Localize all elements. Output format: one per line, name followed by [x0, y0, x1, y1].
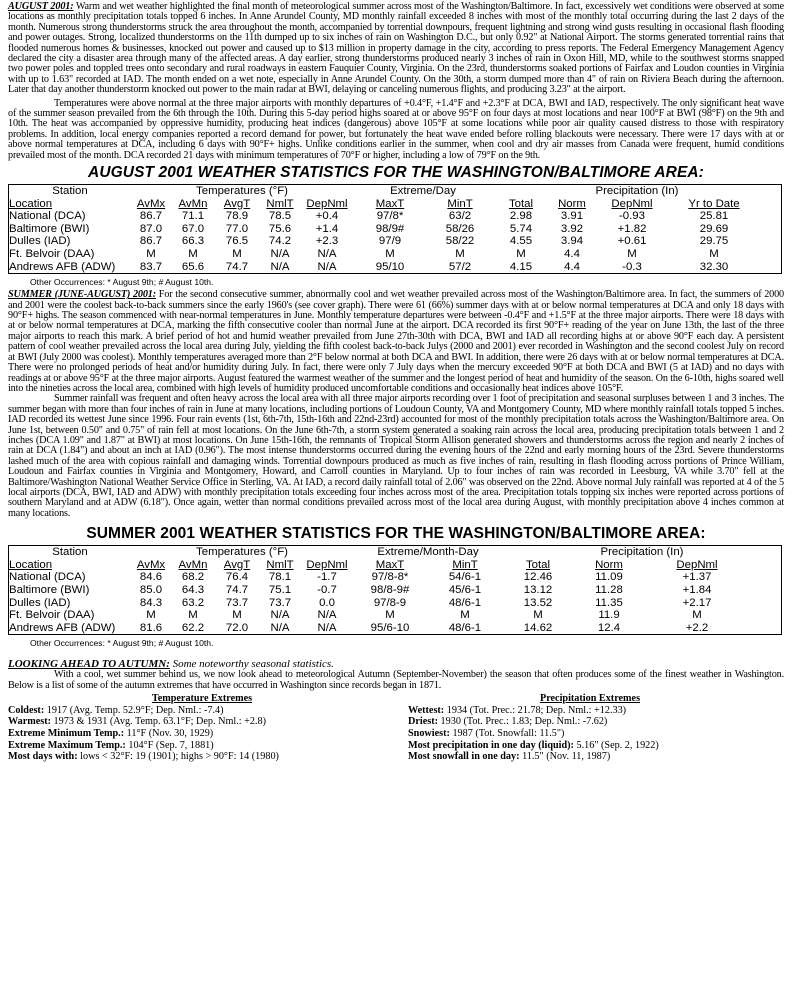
table-cell: 86.7 [139, 235, 163, 248]
table-cell: M [709, 248, 719, 261]
precipitation-extremes [396, 693, 784, 763]
autumn-extremes [8, 693, 784, 763]
table-row [9, 235, 781, 248]
table-cell: 77.0 [225, 222, 249, 235]
table-cell: -0.3 [622, 260, 642, 273]
table-cell: 76.4 [225, 571, 249, 584]
station-header: Station [52, 546, 88, 559]
table-cell: M [533, 609, 543, 622]
column-header: Total [525, 558, 551, 571]
table-cell: 85.0 [139, 583, 163, 596]
table-cell: 81.6 [139, 621, 163, 634]
table-cell: 87.0 [139, 222, 163, 235]
table-cell: M [232, 248, 242, 261]
column-header: Norm [558, 197, 586, 210]
summer-paragraph-2: Summer rainfall was frequent and often heavy across the local area with all three major airports recording over 1 foot of precipitation and seasonal surpluses between 1 and 3 inches. The summer began with more than four inches of rain in June at many locations, including portions of Loudoun County, VA and Montgomery County, MD where monthly rainfall totals topped 5 inches. IAD recorded its wettest June since 1996. Four rain events (1st, 6th-7th, 15th-16th and 22nd-23rd) accounted for most of the monthly precipitation totals across the Washington/Baltimore area. On June 1st, between 0.50" and 0.75" of rain fell at most locations. On the June 6th-7th, a storm system generated a soaking rain across the local area, producing precipitation totals between 1 and 2 inches (DCA 1.09" and 1.87" at BWI) at most locations. On June 15th-16th, the remnants of Tropical Storm Allison generated showers and thunderstorms across the region and nearly 2 inches of rain at DCA (1.84") and about an inch at IAD (0.96"). The most intense thunderstorms occurred during the evening hours of the 22nd and early morning hours of the 23rd. Severe thunderstorms lashed much of the area with copious rainfall and damaging winds. Torrential downpours produced as much as five inches of rain, resulting in flash flooding across portions of Prince William, Loudoun and Fairfax counties in Virginia and Montgomery, Howard, and Carroll counties in Maryland. Up to four inches of rain was recorded in Leesburg, VA while 3.70" fell at the Baltimore/Washington National Weather Service Office in Sterling, VA. At IAD, a record daily rainfall total of 2.06" was observed on the 22nd. Above normal July rainfall was reported at 4 of the 5 local airports (DCA, BWI, IAD and ADW) with monthly precipitation totals exceeding four inches across most of the area. Precipitation totals topping six inches were reported across portions of southern Maryland and at ADW (6.18"). Once again, wetter than normal conditions prevailed across most of the local area during August, with monthly precipitation above 4 inches common at many locations. [8, 393, 784, 519]
column-header: MinT [452, 558, 478, 571]
station-cell: Baltimore (BWI) [9, 583, 90, 596]
station-cell: National (DCA) [9, 571, 86, 584]
table-cell: M [627, 248, 637, 261]
table-cell: 4.15 [509, 260, 533, 273]
precipitation-header: Precipitation (In) [595, 185, 679, 198]
column-header: Location [9, 197, 53, 210]
column-header: NmlT [266, 197, 294, 210]
summer-table-body [9, 571, 781, 634]
extreme-value: 11°F (Nov. 30, 1929) [126, 727, 214, 739]
extreme-line [408, 705, 784, 717]
table-cell: N/A [317, 621, 337, 634]
extreme-label: Most days with: [8, 751, 78, 763]
table-cell: 58/26 [445, 222, 475, 235]
august-table-body [9, 210, 781, 273]
table-cell: 71.1 [181, 210, 205, 223]
table-cell: 54/6-1 [448, 571, 482, 584]
table-cell: 68.2 [181, 571, 205, 584]
extreme-value: 1917 (Avg. Temp. 52.9°F; Dep. Nml.: -7.4) [46, 704, 224, 716]
table-cell: +1.37 [682, 571, 712, 584]
table-cell: 13.52 [523, 596, 553, 609]
table-row [9, 584, 781, 597]
extreme-label: Snowiest: [408, 727, 450, 739]
table-cell: N/A [317, 260, 337, 273]
summer-stats-table [8, 545, 782, 635]
table-cell: M [146, 609, 156, 622]
table-cell: 3.94 [560, 235, 584, 248]
extreme-label: Most snowfall in one day: [408, 751, 520, 763]
table-cell: 78.5 [268, 210, 292, 223]
station-cell: Dulles (IAD) [9, 596, 71, 609]
table-cell: +1.84 [682, 583, 712, 596]
table-cell: 63.2 [181, 596, 205, 609]
table-cell: 3.91 [560, 210, 584, 223]
column-header: Location [9, 558, 53, 571]
table-cell: -1.7 [317, 571, 337, 584]
station-cell: Dulles (IAD) [9, 235, 71, 248]
temperature-extremes-list [8, 705, 396, 763]
table-cell: +0.61 [617, 235, 647, 248]
table-cell: 11.9 [598, 609, 620, 622]
summer-table-title: SUMMER 2001 WEATHER STATISTICS FOR THE WASHINGTON/BALTIMORE AREA: [86, 525, 706, 543]
station-cell: Ft. Belvoir (DAA) [9, 248, 95, 261]
column-header: DepNml [611, 197, 653, 210]
table-row [9, 210, 781, 223]
precipitation-header: Precipitation (In) [600, 546, 684, 559]
column-header: AvgT [223, 558, 251, 571]
summer-paragraph-1 [8, 290, 784, 394]
table-cell: N/A [270, 621, 290, 634]
table-cell: N/A [270, 609, 290, 622]
summer-lead: SUMMER (JUNE-AUGUST) 2001: [8, 289, 156, 301]
table-cell: 95/6-10 [370, 621, 410, 634]
table-cell: M [146, 248, 156, 261]
table-cell: 13.12 [523, 583, 553, 596]
table-cell: 73.7 [268, 596, 292, 609]
extreme-label: Warmest: [8, 716, 51, 728]
extreme-value: 5.16" (Sep. 2, 1922) [576, 739, 659, 751]
table-cell: 84.3 [139, 596, 163, 609]
table-cell: 5.74 [509, 222, 533, 235]
newsletter-page [8, 2, 784, 763]
table-cell: 2.98 [509, 210, 533, 223]
extreme-value: 104°F (Sep. 7, 1881) [128, 739, 214, 751]
table-cell: 64.3 [181, 583, 205, 596]
table-row [9, 571, 781, 584]
temperature-extremes-title: Temperature Extremes [151, 693, 253, 705]
table-cell: 11.28 [595, 583, 623, 596]
august-table-title: AUGUST 2001 WEATHER STATISTICS FOR THE WASHINGTON/BALTIMORE AREA: [88, 164, 704, 182]
precipitation-extremes-title: Precipitation Extremes [539, 693, 641, 705]
extreme-line [408, 728, 784, 740]
extreme-line [408, 751, 784, 763]
table-cell: 97/8-8* [371, 571, 409, 584]
table-cell: 97/9 [378, 235, 402, 248]
table-cell: 98/8-9# [370, 583, 410, 596]
table-cell: +2.3 [315, 235, 339, 248]
temperature-extremes [8, 693, 396, 763]
extreme-value: 1930 (Tot. Prec.: 1.83; Dep. Nml.: -7.62) [440, 716, 608, 728]
table-cell: M [460, 609, 470, 622]
august-column-header-row [9, 198, 781, 211]
station-cell: National (DCA) [9, 210, 86, 223]
extreme-header: Extreme/Month-Day [377, 546, 479, 559]
extreme-header: Extreme/Day [390, 185, 456, 198]
extreme-line [408, 716, 784, 728]
temperatures-header: Temperatures (°F) [196, 185, 288, 198]
extreme-value: 1934 (Tot. Prec.: 21.78; Dep. Nml.: +12.33) [446, 704, 627, 716]
summer-text-1: For the second consecutive summer, abnormally cool and wet weather prevailed across most of the Washington/Baltimore area. In fact, the summers of 2000 and 2001 were the coolest back-to-back summers since the early 1960's (see cover graph). There were 61 (66%) summer days with at or below normal temperatures at DCA and only 18 days with 90°F+ highs. The season commenced with near-normal temperatures in June. Monthly temperature departures were between -0.4°F and +1.5°F at the three major airports. There were 18 days with at or below normal temperatures at DCA, marking the fifth consecutive cooler than normal June at the airport. DCA recorded its first 90°F+ reading of the year on June 13th, the last of the three major airports to reach this mark. A brief period of hot and humid weather prevailed from June 27th-30th with DCA, BWI and IAD all recording highs at or above 90°F each day. A persistent pattern of cool weather prevailed across the local area during July, yielding the fifth coolest back-to-back Julys (2000 and 2001) ever recorded in Washington and the second coolest July on record at BWI (July 2000 was coolest). Monthly temperatures averaged more than 2°F below normal at both DCA and BWI. In addition, there were 26 days with at or below normal temperatures at DCA. There were no prolonged periods of heat and/or humidity during July. In fact, there were only 7 July days when the mercury exceeded 90°F at both DCA and BWI (5 at IAD) and no days with readings at or above 95°F at the three major airports. August featured the warmest weather of the summer and the longest period of heat and humidity of the season. On the 6-10th, highs soared well into the nineties across the local area, combined with high levels of humidity produced uncomfortable conditions and occasionally heat indices above 105°F. [8, 289, 784, 394]
august-occurrences: Other Occurrences: * August 9th; # August 10th. [30, 277, 214, 288]
table-cell: -0.93 [619, 210, 645, 223]
table-cell: -0.7 [317, 583, 337, 596]
table-cell: +0.4 [315, 210, 339, 223]
table-cell: 83.7 [139, 260, 163, 273]
table-cell: +2.2 [685, 621, 709, 634]
table-cell: 11.09 [595, 571, 623, 584]
table-cell: M [232, 609, 242, 622]
table-cell: 67.0 [181, 222, 205, 235]
table-cell: 4.4 [564, 260, 580, 273]
column-header: Yr to Date [688, 197, 740, 210]
table-cell: N/A [317, 248, 337, 261]
extreme-line [8, 751, 396, 763]
table-cell: 57/2 [448, 260, 472, 273]
table-cell: 65.6 [181, 260, 205, 273]
table-cell: +1.4 [315, 222, 339, 235]
column-header: AvMn [178, 558, 208, 571]
table-cell: M [188, 609, 198, 622]
extreme-value: lows < 32°F: 19 (1901); highs > 90°F: 14 (1980) [80, 751, 279, 763]
table-cell: 74.2 [268, 235, 292, 248]
summer-occurrences: Other Occurrences: * August 9th; # August 10th. [30, 638, 214, 649]
table-cell: 32.30 [699, 260, 729, 273]
column-header: AvgT [223, 197, 251, 210]
table-cell: 48/6-1 [448, 596, 482, 609]
august-paragraph-1 [8, 2, 784, 96]
column-header: MaxT [375, 197, 405, 210]
table-cell: M [455, 248, 465, 261]
table-cell: 76.5 [225, 235, 249, 248]
table-cell: 29.69 [699, 222, 729, 235]
extreme-value: 1987 (Tot. Snowfall: 11.5") [452, 727, 565, 739]
table-cell: +2.17 [682, 596, 712, 609]
table-cell: 29.75 [699, 235, 729, 248]
extreme-line [408, 740, 784, 752]
column-header: NmlT [266, 558, 294, 571]
station-cell: Baltimore (BWI) [9, 222, 90, 235]
extreme-label: Extreme Minimum Temp.: [8, 727, 125, 739]
column-header: DepNml [306, 197, 348, 210]
table-cell: 14.62 [523, 621, 553, 634]
column-header: MinT [447, 197, 473, 210]
table-cell: 62.2 [181, 621, 205, 634]
table-cell: 12.4 [597, 621, 621, 634]
august-group-header-row [9, 185, 781, 198]
extreme-line [8, 716, 396, 728]
extreme-label: Coldest: [8, 704, 45, 716]
table-cell: 11.35 [595, 596, 623, 609]
table-cell: 84.6 [139, 571, 163, 584]
extreme-value: 1973 & 1931 (Avg. Temp. 63.1°F; Dep. Nml.: +2.8) [53, 716, 267, 728]
table-cell: M [692, 609, 702, 622]
extreme-label: Most precipitation in one day (liquid): [408, 739, 574, 751]
temperatures-header: Temperatures (°F) [196, 546, 288, 559]
august-lead: AUGUST 2001: [8, 1, 74, 12]
table-row [9, 597, 781, 610]
table-cell: 3.92 [560, 222, 584, 235]
table-cell: 4.55 [509, 235, 533, 248]
table-cell: M [516, 248, 526, 261]
column-header: MaxT [375, 558, 405, 571]
table-cell: N/A [270, 248, 290, 261]
table-cell: M [385, 609, 395, 622]
table-cell: 72.0 [225, 621, 249, 634]
table-cell: 97/8-9 [373, 596, 407, 609]
table-cell: 74.7 [225, 260, 249, 273]
looking-ahead-intro: With a cool, wet summer behind us, we now look ahead to meteorological Autumn (September-November) the season that often produces some of the finest weather in Washington. Below is a list of some of the autumn extremes that have occurred in Washington since records began in 1871. [8, 669, 784, 691]
table-cell: +1.82 [617, 222, 647, 235]
looking-ahead-title: LOOKING AHEAD TO AUTUMN: [8, 658, 170, 671]
summer-column-header-row [9, 559, 781, 572]
station-cell: Andrews AFB (ADW) [9, 260, 116, 273]
table-cell: 98/9# [375, 222, 405, 235]
table-cell: 0.0 [319, 596, 335, 609]
table-cell: 78.9 [225, 210, 249, 223]
column-header: Total [508, 197, 534, 210]
table-cell: 75.6 [268, 222, 292, 235]
precipitation-extremes-list [396, 705, 784, 763]
table-cell: 95/10 [375, 260, 405, 273]
table-cell: 74.7 [225, 583, 249, 596]
column-header: AvMn [178, 197, 208, 210]
table-cell: 48/6-1 [448, 621, 482, 634]
extreme-line [8, 705, 396, 717]
table-cell: 45/6-1 [448, 583, 482, 596]
table-row [9, 609, 781, 622]
table-row [9, 622, 781, 635]
table-cell: N/A [270, 260, 290, 273]
column-header: AvMx [136, 558, 166, 571]
table-cell: 75.1 [268, 583, 292, 596]
station-cell: Andrews AFB (ADW) [9, 621, 116, 634]
august-text-1: Warm and wet weather highlighted the final month of meteorological summer across most of the Washington/Baltimore. In fact, excessively wet conditions were observed at some locations as monthly precipitation totals topped 6 inches. In Anne Arundel County, MD monthly rainfall exceeded 8 inches with most of the monthly total occurring during the last 2 days of the month. Numerous strong thunderstorms struck the area throughout the month, accompanied by torrential downpours, frequent lightning and strong wind gusts resulting in occasional flash flooding and power outages. Strong, localized thunderstorms on the 11th dumped up to six inches of rain on Washington D.C., but only 0.92" at National Airport. The storms generated torrential rains that flooded numerous homes & businesses, knocked out power and caused up to $13 million in property damage in the city, according to press reports. The Federal Emergency Management Agency declared the city a disaster area through many of the affected areas. A day earlier, strong thunderstorms produced nearly 3 inches of rain in Oxon Hill, MD, while to the southwest storms snapped two power poles and toppled trees onto secondary and rural roadways in eastern Fauquier County, Virginia. On the 23rd, thunderstorms soaked portions of Fairfax and Loudon counties in Virginia with up to 1.63" recorded at IAD. The month ended on a wet note, especially in Anne Arundel County. On the 30th, a storm dumped more than 4" of rain on Riviera Beach during the afternoon. Later that day another thunderstorm knocked out power to the main radar at BWI, delaying or canceling numerous flights, and producing 3.23" at the airport. [8, 1, 784, 96]
table-cell: 78.1 [268, 571, 292, 584]
table-cell: N/A [317, 609, 337, 622]
table-cell: 4.4 [564, 248, 580, 261]
table-cell: M [385, 248, 395, 261]
summer-group-header-row [9, 546, 781, 559]
station-cell: Ft. Belvoir (DAA) [9, 609, 95, 622]
table-row [9, 223, 781, 236]
extreme-label: Extreme Maximum Temp.: [8, 739, 126, 751]
august-paragraph-2: Temperatures were above normal at the three major airports with monthly departures of +0.4°F, +1.4°F and +2.3°F at DCA, BWI and IAD, respectively. The only significant heat wave of the summer season prevailed from the 6th through the 10th. During this 5-day period highs soared at or above 95°F on four days at most locations and near 100°F at BWI (98°F) on the 9th and 10th. The heat was accompanied by oppressive humidity, producing heat indices (dangerous) above 105°F at some locations while poor air quality caused distress to those with respiratory problems. In addition, local energy companies reported a record demand for power, but fortunately the heat wave ended before rolling blackouts were necessary. There were 17 days with at or above normal temperatures at DCA, including 6 days with 90°F+ highs. Unlike conditions earlier in the summer, when cool and dry air masses from Canada were frequent, humid conditions prevailed most of the month. DCA recorded 21 days with minimum temperatures of 70°F or higher, including a low of 79°F on the 9th. [8, 97, 784, 161]
table-cell: 73.7 [225, 596, 249, 609]
extreme-line [8, 728, 396, 740]
extreme-value: 11.5" (Nov. 11, 1987) [522, 751, 611, 763]
extreme-line [8, 740, 396, 752]
table-cell: M [188, 248, 198, 261]
column-header: AvMx [136, 197, 166, 210]
station-header: Station [52, 185, 88, 198]
table-cell: 25.81 [699, 210, 729, 223]
extreme-label: Wettest: [408, 704, 445, 716]
table-cell: 58/22 [445, 235, 475, 248]
column-header: DepNml [676, 558, 718, 571]
table-cell: 63/2 [448, 210, 472, 223]
table-cell: 97/8* [376, 210, 404, 223]
table-cell: 86.7 [139, 210, 163, 223]
table-cell: 66.3 [181, 235, 205, 248]
august-stats-table [8, 184, 782, 274]
table-row [9, 248, 781, 261]
looking-ahead-subtitle: Some noteworthy seasonal statistics. [172, 658, 334, 671]
column-header: Norm [595, 558, 623, 571]
extreme-label: Driest: [408, 716, 438, 728]
table-row [9, 261, 781, 274]
column-header: DepNml [306, 558, 348, 571]
table-cell: 12.46 [523, 571, 553, 584]
